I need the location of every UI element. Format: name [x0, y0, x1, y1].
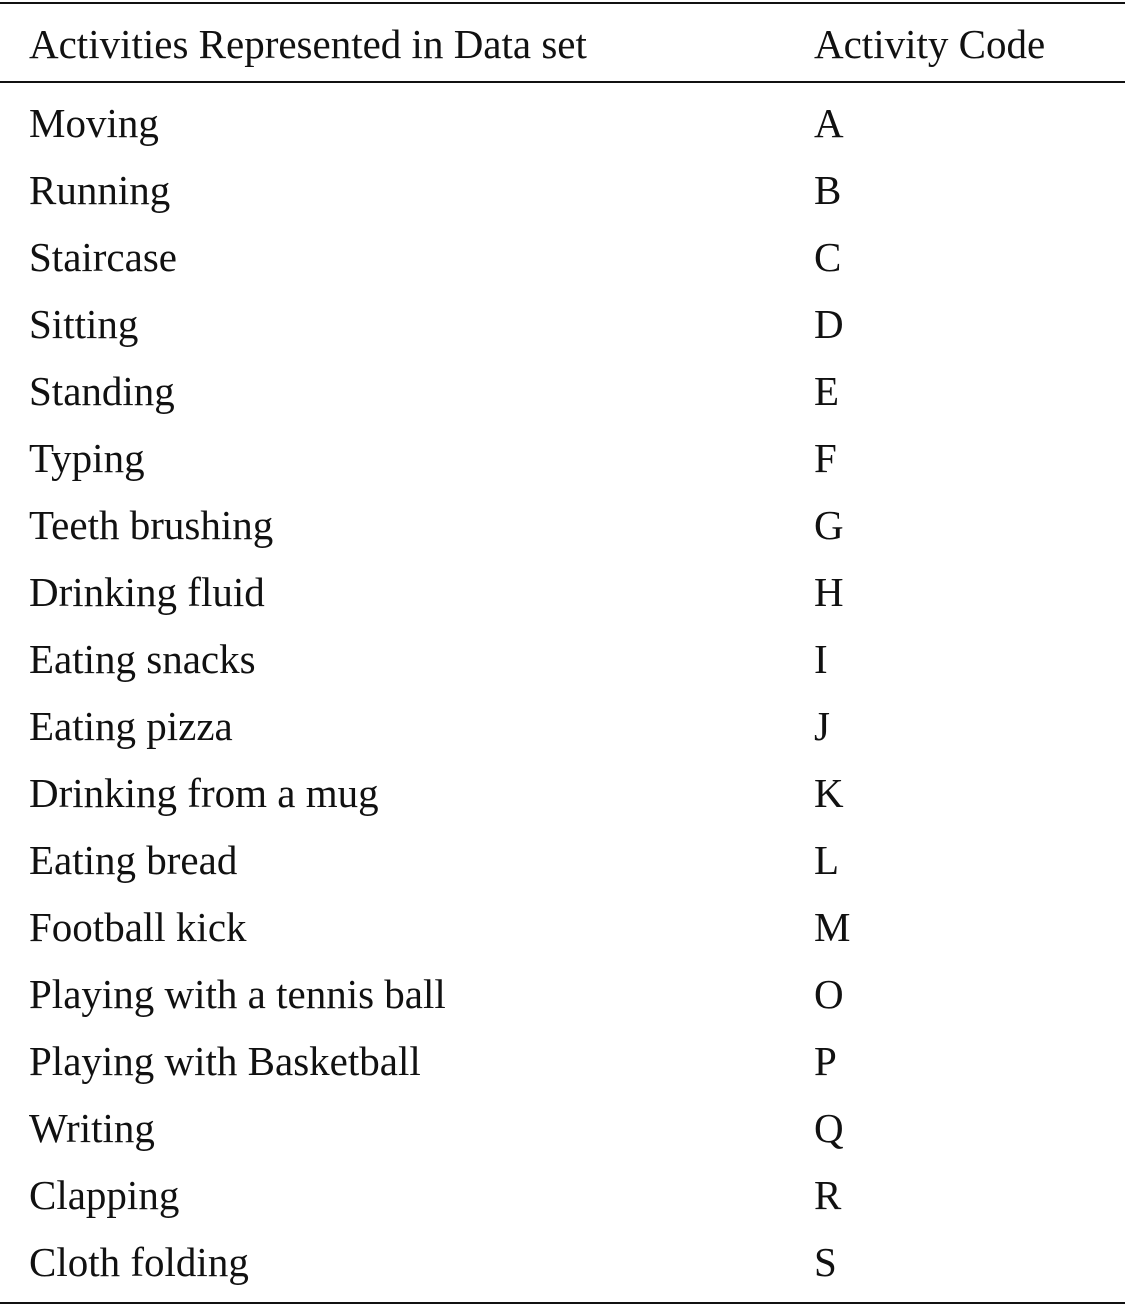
activity-name-cell: Staircase	[29, 234, 177, 280]
table-row	[0, 962, 1125, 1029]
activity-code-cell: J	[814, 703, 830, 749]
table-row	[0, 1096, 1125, 1163]
activity-code-cell: R	[814, 1172, 842, 1218]
activity-name-cell: Drinking from a mug	[29, 770, 379, 816]
table-row	[0, 1163, 1125, 1230]
table-row	[0, 426, 1125, 493]
activity-code-cell: Q	[814, 1105, 844, 1151]
activity-name-cell: Playing with Basketball	[29, 1038, 421, 1084]
activity-name-cell: Writing	[29, 1105, 155, 1151]
activity-code-cell: C	[814, 234, 842, 280]
activity-name-cell: Cloth folding	[29, 1239, 249, 1285]
activity-code-cell: I	[814, 636, 828, 682]
table-row	[0, 761, 1125, 828]
table-row	[0, 627, 1125, 694]
activity-code-cell: F	[814, 435, 837, 481]
activity-name-cell: Clapping	[29, 1172, 180, 1218]
activity-code-cell: S	[814, 1239, 837, 1285]
table-row	[0, 158, 1125, 225]
activity-name-cell: Teeth brushing	[29, 502, 274, 548]
activity-name-cell: Football kick	[29, 904, 247, 950]
activity-name-cell: Eating snacks	[29, 636, 256, 682]
activity-code-cell: B	[814, 167, 842, 213]
table-bottom-rule	[0, 1302, 1125, 1304]
table-row	[0, 91, 1125, 158]
activity-name-cell: Sitting	[29, 301, 139, 347]
activity-code-cell: K	[814, 770, 844, 816]
activity-name-cell: Drinking fluid	[29, 569, 265, 615]
activity-name-cell: Typing	[29, 435, 145, 481]
table-row	[0, 895, 1125, 962]
activity-code-cell: M	[814, 904, 851, 950]
table-header-row	[0, 4, 1125, 81]
table-row	[0, 694, 1125, 761]
table-row	[0, 493, 1125, 560]
header-activities: Activities Represented in Data set	[29, 21, 587, 67]
activity-code-cell: P	[814, 1038, 837, 1084]
activity-name-cell: Standing	[29, 368, 175, 414]
activity-code-cell: G	[814, 502, 844, 548]
activity-name-cell: Playing with a tennis ball	[29, 971, 446, 1017]
activity-code-cell: L	[814, 837, 840, 883]
activity-name-cell: Running	[29, 167, 171, 213]
activity-code-cell: A	[814, 100, 844, 146]
table-row	[0, 828, 1125, 895]
table-row	[0, 225, 1125, 292]
header-activity-code: Activity Code	[814, 21, 1046, 67]
activity-name-cell: Eating bread	[29, 837, 238, 883]
activity-code-cell: D	[814, 301, 844, 347]
table-row	[0, 560, 1125, 627]
table-row	[0, 1230, 1125, 1297]
activity-code-cell: E	[814, 368, 840, 414]
activity-code-cell: H	[814, 569, 844, 615]
activity-name-cell: Eating pizza	[29, 703, 233, 749]
table-header-rule	[0, 81, 1125, 83]
table-row	[0, 359, 1125, 426]
activity-code-cell: O	[814, 971, 844, 1017]
table-body	[0, 91, 1125, 1296]
activity-name-cell: Moving	[29, 100, 159, 146]
table-row	[0, 1029, 1125, 1096]
table-row	[0, 292, 1125, 359]
